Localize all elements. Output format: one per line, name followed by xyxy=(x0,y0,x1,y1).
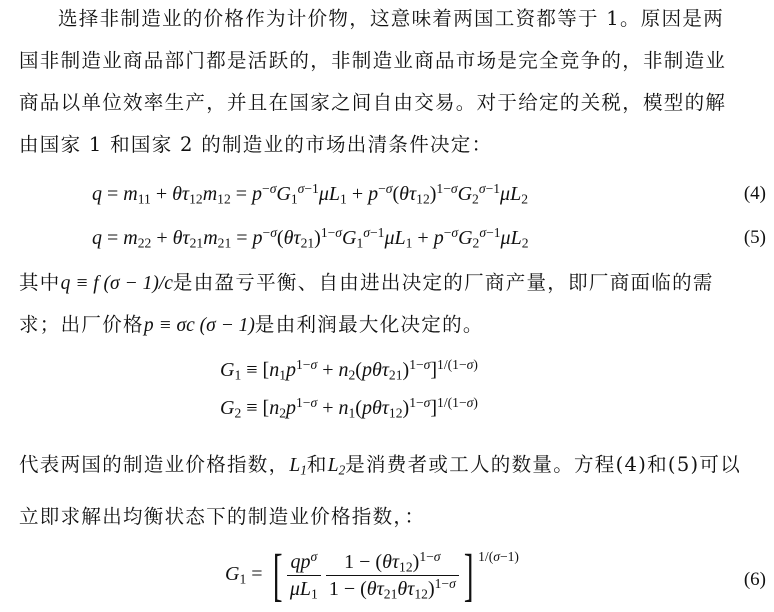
paragraph2-line1 xyxy=(19,268,714,299)
left-bracket: [ xyxy=(272,542,283,608)
q-definition: q ≡ f (σ − 1)/c xyxy=(60,273,173,294)
equation-6: $G_1$ = [ $\frac{qp^\sigma}{\mu L_1}$ $\frac{1 - (\theta\tau_{12})^{1-\sigma}}{1 - (\theta\tau_{21}\theta\tau_{12})^{1-\sigma}}$ ] $^{1/(\sigma-1)}$ xyxy=(225,542,519,608)
paragraph3-line1-a: 代表两国的制造业价格指数， xyxy=(19,453,290,476)
equation-5: $q = m_{22} + \theta\tau_{21}m_{21} = p^{-\sigma}(\theta\tau_{21})^{1-\sigma}G_1^{\sigma-1}\mu L_1 + p^{-\sigma}G_2^{\sigma-1}\mu L_2$ xyxy=(92,225,529,251)
paragraph2-line2-post: 是由利润最大化决定的。 xyxy=(254,313,484,336)
paragraph2-line2 xyxy=(19,310,484,341)
paragraph1-line3: 商品以单位效率生产，并且在国家之间自由交易。对于给定的关税，模型的解 xyxy=(19,91,727,114)
equation-4: $q = m_{11} + \theta\tau_{12}m_{12} = p^{-\sigma}G_1^{\sigma-1}\mu L_1 + p^{-\sigma}(\theta\tau_{12})^{1-\sigma}G_2^{\sigma-1}\mu L_2$ xyxy=(92,181,528,207)
paragraph3-line1-c: 是消费者或工人的数量。方程(4)和(5)可以 xyxy=(345,453,742,476)
g1-definition: $G_1 \equiv [n_1p^{1-\sigma} + n_2(p\theta\tau_{21})^{1-\sigma}]^{1/(1-\sigma)}$ xyxy=(220,357,478,383)
l2-symbol: $L_2$ xyxy=(327,455,346,478)
paragraph3-line1-b: 和 xyxy=(306,453,328,476)
equation-4-number: (4) xyxy=(743,183,766,204)
paragraph2-line2-pre: 求；出厂价格 xyxy=(19,313,144,336)
paragraph2-line1-post: 是由盈亏平衡、自由进出决定的厂商产量，即厂商面临的需 xyxy=(172,271,714,294)
equation-5-number: (5) xyxy=(743,227,766,248)
fraction-theta: $\frac{1 - (\theta\tau_{12})^{1-\sigma}}{1 - (\theta\tau_{21}\theta\tau_{12})^{1-\sigma}}$ xyxy=(326,550,459,601)
paragraph1-line2: 国非制造业商品部门都是活跃的，非制造业商品市场是完全竞争的，非制造业 xyxy=(19,49,727,72)
p-definition: p ≡ σc (σ − 1) xyxy=(143,315,255,336)
paragraph1-line4: 由国家 1 和国家 2 的制造业的市场出清条件决定： xyxy=(19,133,493,156)
paragraph3-line2: 立即求解出均衡状态下的制造业价格指数，： xyxy=(19,505,426,528)
equation-6-number: (6) xyxy=(743,569,766,590)
paragraph3-line1 xyxy=(19,450,741,481)
paragraph2-line1-pre: 其中 xyxy=(19,271,61,294)
right-bracket: ] xyxy=(463,542,474,608)
fraction-qp: $\frac{qp^\sigma}{\mu L_1}$ xyxy=(287,550,321,601)
paragraph1-line1: 选择非制造业的价格作为计价物，这意味着两国工资都等于 1。原因是两 xyxy=(58,7,725,30)
g2-definition: $G_2 \equiv [n_2p^{1-\sigma} + n_1(p\theta\tau_{12})^{1-\sigma}]^{1/(1-\sigma)}$ xyxy=(220,395,478,421)
l1-symbol: $L_1$ xyxy=(289,455,307,478)
